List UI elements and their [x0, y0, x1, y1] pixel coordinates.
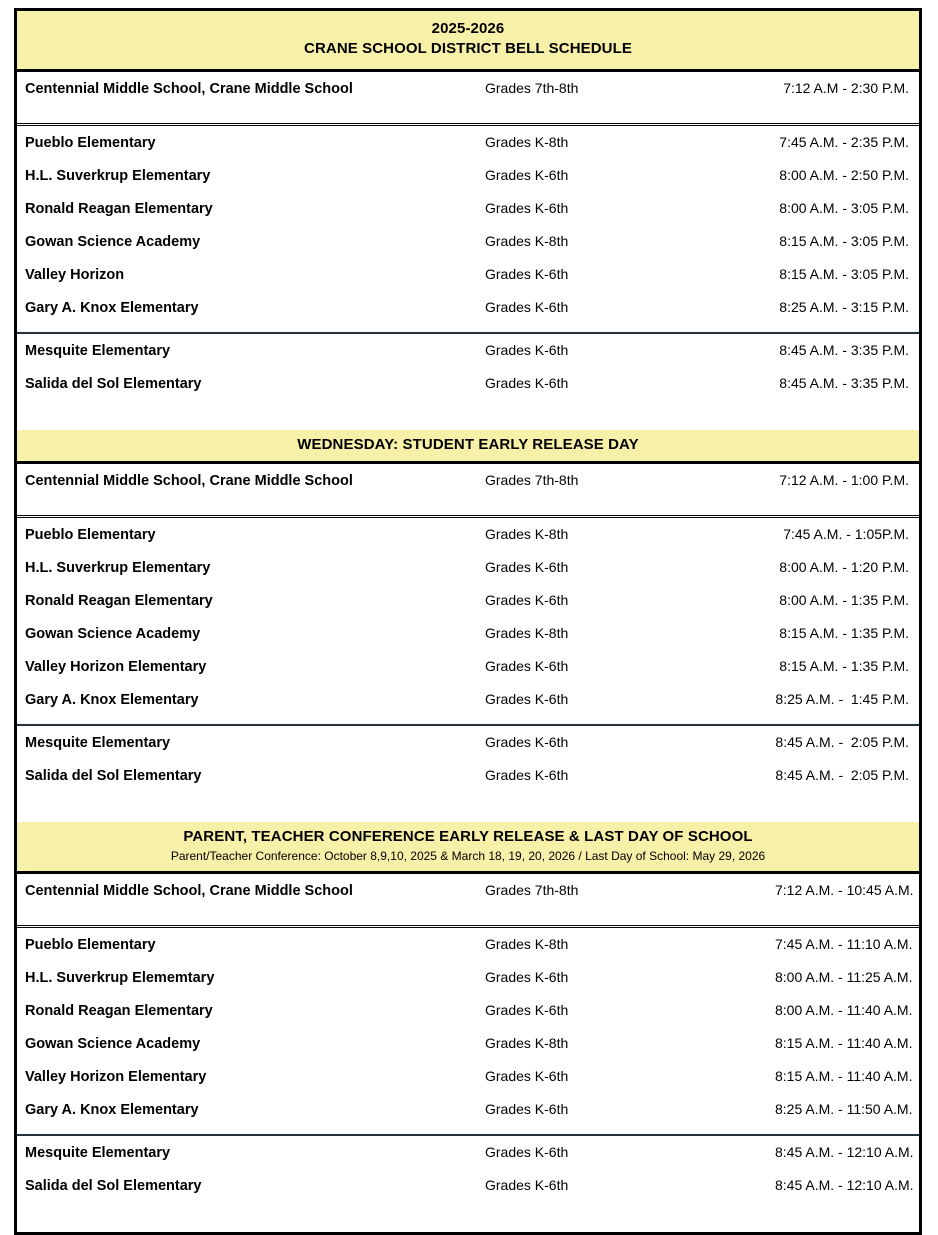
grade-range: Grades K-6th [485, 199, 569, 216]
bell-time: 8:15 A.M. - 1:35 P.M. [779, 624, 909, 641]
row-group-elementary-b [17, 334, 919, 430]
bell-time: 8:00 A.M. - 11:25 A.M. [775, 969, 913, 986]
table-row [17, 625, 919, 658]
school-name: Valley Horizon Elementary [25, 1069, 207, 1086]
spacer [17, 1210, 919, 1232]
table-row [17, 134, 919, 167]
bell-time: 7:12 A.M - 2:30 P.M. [783, 79, 909, 96]
table-row [17, 200, 919, 233]
bell-time: 8:45 A.M. - 3:35 P.M. [779, 341, 909, 358]
grade-range: Grades K-6th [485, 969, 569, 986]
table-row [17, 299, 919, 332]
table-row [17, 936, 919, 969]
bell-time: 7:45 A.M. - 1:05P.M. [783, 525, 909, 542]
school-name: Salida del Sol Elementary [25, 1178, 202, 1195]
grade-range: Grades 7th-8th [485, 79, 579, 96]
school-name: Pueblo Elementary [25, 134, 156, 151]
row-group-elementary-a [17, 126, 919, 334]
spacer [17, 915, 919, 925]
grade-range: Grades K-6th [485, 1068, 569, 1085]
school-name: Salida del Sol Elementary [25, 375, 202, 392]
school-name: Mesquite Elementary [25, 734, 171, 751]
school-name: Gowan Science Academy [25, 1036, 201, 1053]
table-row [17, 375, 919, 408]
grade-range: Grades K-6th [485, 374, 569, 391]
school-name: Pueblo Elementary [25, 526, 156, 543]
section-heading: PARENT, TEACHER CONFERENCE EARLY RELEASE & LAST DAY OF SCHOOL [183, 827, 753, 845]
school-name: Salida del Sol Elementary [25, 767, 202, 784]
grade-range: Grades K-8th [485, 624, 569, 641]
table-row [17, 559, 919, 592]
table-row [17, 1068, 919, 1101]
spacer [17, 874, 919, 882]
bell-time: 8:45 A.M. - 3:35 P.M. [779, 374, 909, 391]
bell-time: 8:00 A.M. - 2:50 P.M. [779, 166, 909, 183]
grade-range: Grades K-6th [485, 558, 569, 575]
title-school-year: 2025-2026 [431, 20, 505, 37]
table-row [17, 1035, 919, 1068]
school-name: H.L. Suverkrup Elementary [25, 167, 211, 184]
table-row [17, 1101, 919, 1134]
bell-time: 8:45 A.M. - 12:10 A.M. [775, 1144, 914, 1161]
table-row [17, 80, 919, 113]
grade-range: Grades K-6th [485, 341, 569, 358]
bell-time: 8:00 A.M. - 11:40 A.M. [775, 1002, 913, 1019]
spacer [17, 408, 919, 430]
bell-time: 8:00 A.M. - 3:05 P.M. [779, 199, 909, 216]
grade-range: Grades K-6th [485, 1101, 569, 1118]
bell-time: 8:45 A.M. - 12:10 A.M. [775, 1177, 914, 1194]
table-row [17, 167, 919, 200]
grade-range: Grades K-8th [485, 133, 569, 150]
bell-time: 7:45 A.M. - 11:10 A.M. [775, 936, 913, 953]
bell-time: 8:25 A.M. - 1:45 P.M. [775, 690, 909, 707]
school-name: Mesquite Elementary [25, 342, 171, 359]
grade-range: Grades K-6th [485, 1002, 569, 1019]
section-regular-schedule [17, 72, 919, 430]
grade-range: Grades K-6th [485, 1177, 569, 1194]
row-group-middle-schools [17, 464, 919, 518]
row-group-elementary-a [17, 518, 919, 726]
spacer [17, 113, 919, 123]
row-group-elementary-a [17, 928, 919, 1136]
table-row [17, 1002, 919, 1035]
table-row [17, 691, 919, 724]
table-row [17, 592, 919, 625]
spacer [17, 334, 919, 342]
table-row [17, 526, 919, 559]
table-row [17, 734, 919, 767]
table-row [17, 882, 919, 915]
table-row [17, 658, 919, 691]
spacer [17, 800, 919, 822]
grade-range: Grades 7th-8th [485, 471, 579, 488]
bell-time: 8:25 A.M. - 11:50 A.M. [775, 1101, 913, 1118]
grade-range: Grades K-6th [485, 265, 569, 282]
bell-time: 8:25 A.M. - 3:15 P.M. [779, 298, 909, 315]
school-name: Centennial Middle School, Crane Middle School [25, 80, 353, 97]
spacer [17, 518, 919, 526]
school-name: Gary A. Knox Elementary [25, 1102, 199, 1119]
table-row [17, 472, 919, 505]
table-row [17, 1177, 919, 1210]
bell-time: 8:45 A.M. - 2:05 P.M. [775, 733, 909, 750]
school-name: Valley Horizon Elementary [25, 658, 207, 675]
grade-range: Grades K-6th [485, 766, 569, 783]
section-banner-wednesday [17, 430, 919, 464]
spacer [17, 726, 919, 734]
bell-time: 7:12 A.M. - 1:00 P.M. [779, 471, 909, 488]
grade-range: Grades K-8th [485, 936, 569, 953]
table-row [17, 266, 919, 299]
spacer [17, 928, 919, 936]
bell-schedule-document [14, 8, 922, 1235]
spacer [17, 1136, 919, 1144]
school-name: H.L. Suverkrup Elementary [25, 559, 211, 576]
section-conference-schedule [17, 874, 919, 1232]
bell-time: 8:15 A.M. - 3:05 P.M. [779, 232, 909, 249]
grade-range: Grades K-6th [485, 166, 569, 183]
spacer [17, 126, 919, 134]
bell-time: 8:45 A.M. - 2:05 P.M. [775, 766, 909, 783]
bell-time: 8:15 A.M. - 3:05 P.M. [779, 265, 909, 282]
school-name: Centennial Middle School, Crane Middle School [25, 472, 353, 489]
bell-time: 8:15 A.M. - 11:40 A.M. [775, 1035, 913, 1052]
bell-time: 7:45 A.M. - 2:35 P.M. [779, 133, 909, 150]
school-name: Mesquite Elementary [25, 1145, 171, 1162]
school-name: Centennial Middle School, Crane Middle School [25, 883, 353, 900]
grade-range: Grades K-6th [485, 1144, 569, 1161]
school-name: Ronald Reagan Elementary [25, 592, 213, 609]
school-name: Gary A. Knox Elementary [25, 691, 199, 708]
bell-time: 8:15 A.M. - 1:35 P.M. [779, 657, 909, 674]
bell-time: 7:12 A.M. - 10:45 A.M. [775, 882, 914, 899]
grade-range: Grades K-8th [485, 1035, 569, 1052]
section-wednesday-schedule [17, 464, 919, 822]
school-name: Ronald Reagan Elementary [25, 1003, 213, 1020]
grade-range: Grades K-6th [485, 298, 569, 315]
document-title-banner [17, 11, 919, 72]
school-name: Gary A. Knox Elementary [25, 299, 199, 316]
section-heading: WEDNESDAY: STUDENT EARLY RELEASE DAY [297, 435, 639, 453]
section-subheading-dates: Parent/Teacher Conference: October 8,9,10, 2025 & March 18, 19, 20, 2026 / Last Day of School: May 29, 2026 [170, 849, 766, 863]
school-name: Valley Horizon [25, 266, 125, 283]
grade-range: Grades K-8th [485, 232, 569, 249]
school-name: Gowan Science Academy [25, 625, 201, 642]
grade-range: Grades K-6th [485, 733, 569, 750]
school-name: H.L. Suverkrup Elememtary [25, 970, 215, 987]
grade-range: Grades K-6th [485, 690, 569, 707]
table-row [17, 767, 919, 800]
table-row [17, 342, 919, 375]
bell-time: 8:15 A.M. - 11:40 A.M. [775, 1068, 913, 1085]
row-group-elementary-b [17, 1136, 919, 1232]
school-name: Ronald Reagan Elementary [25, 200, 213, 217]
row-group-elementary-b [17, 726, 919, 822]
spacer [17, 505, 919, 515]
table-row [17, 1144, 919, 1177]
page-title: CRANE SCHOOL DISTRICT BELL SCHEDULE [304, 40, 632, 58]
section-banner-conference [17, 822, 919, 875]
grade-range: Grades 7th-8th [485, 882, 579, 899]
school-name: Gowan Science Academy [25, 233, 201, 250]
grade-range: Grades K-8th [485, 525, 569, 542]
spacer [17, 464, 919, 472]
bell-time: 8:00 A.M. - 1:20 P.M. [779, 558, 909, 575]
spacer [17, 72, 919, 80]
grade-range: Grades K-6th [485, 657, 569, 674]
table-row [17, 969, 919, 1002]
row-group-middle-schools [17, 874, 919, 928]
row-group-middle-schools [17, 72, 919, 126]
table-row [17, 233, 919, 266]
school-name: Pueblo Elementary [25, 937, 156, 954]
bell-time: 8:00 A.M. - 1:35 P.M. [779, 591, 909, 608]
grade-range: Grades K-6th [485, 591, 569, 608]
